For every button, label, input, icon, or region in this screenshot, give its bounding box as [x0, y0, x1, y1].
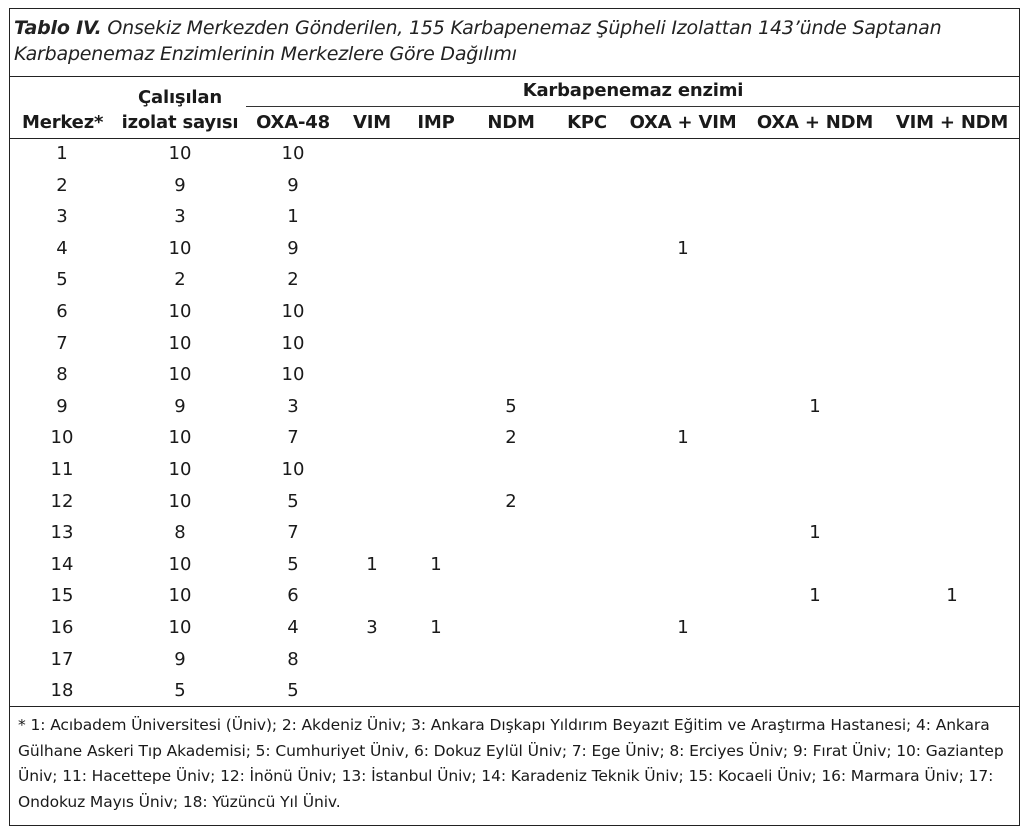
table-cell: 8	[287, 648, 299, 670]
table-cell: 10	[281, 332, 305, 354]
table-caption	[14, 15, 1004, 67]
table-cell: 14	[50, 553, 74, 575]
table-cell: 1	[56, 143, 68, 164]
table-cell: 4	[56, 237, 68, 259]
header-enzyme-oxa-ndm: OXA + NDM	[756, 112, 874, 133]
header-calisilan-line1: Çalışılan	[138, 87, 222, 108]
table-cell: 9	[174, 174, 186, 196]
table-cell: 3	[56, 206, 68, 228]
table-cell: 7	[287, 522, 299, 544]
table-cell: 10	[168, 585, 192, 607]
table-cell: 5	[505, 395, 517, 417]
header-enzyme-vim: VIM	[353, 112, 391, 133]
header-divider	[10, 138, 1019, 139]
table-cell: 18	[50, 680, 74, 702]
table-title: Onsekiz Merkezden Gönderilen, 155 Karbapenemaz Şüpheli Izolattan 143’ünde Saptanan Karbapenemaz Enzimlerinin Merkezlere Göre Dağılımı	[14, 17, 942, 65]
footer-divider	[10, 706, 1019, 707]
table-cell: 1	[677, 237, 689, 259]
table-cell: 2	[174, 269, 186, 291]
table-cell: 1	[809, 395, 821, 417]
table-cell: 10	[168, 332, 192, 354]
table-cell: 6	[287, 585, 299, 607]
header-calisilan-line2: izolat sayısı	[121, 112, 239, 133]
table-cell: 10	[168, 143, 192, 164]
table-cell: 1	[430, 553, 442, 575]
table-cell: 1	[287, 206, 299, 228]
table-cell: 5	[56, 269, 68, 291]
table-cell: 7	[56, 332, 68, 354]
table-cell: 10	[168, 553, 192, 575]
caption-divider	[10, 76, 1019, 77]
table-cell: 1	[677, 427, 689, 449]
table-cell: 10	[281, 364, 305, 386]
table-cell: 7	[287, 427, 299, 449]
table-cell: 3	[174, 206, 186, 228]
header-enzyme-oxa-vim: OXA + VIM	[629, 112, 737, 133]
header-karbapenemaz-group: Karbapenemaz enzimi	[522, 80, 744, 101]
table-cell: 10	[50, 427, 74, 449]
table-cell: 5	[287, 553, 299, 575]
table-cell: 10	[168, 617, 192, 638]
table-cell: 16	[50, 617, 74, 638]
table-cell: 11	[50, 459, 74, 480]
table-cell: 12	[50, 490, 74, 512]
table-cell: 5	[287, 490, 299, 512]
table-cell: 1	[430, 617, 442, 638]
table-cell: 5	[287, 680, 299, 702]
table-footnote: * 1: Acıbadem Üniversitesi (Üniv); 2: Akdeniz Üniv; 3: Ankara Dışkapı Yıldırım Beyazıt Eğitim ve Araştırma Hastanesi; 4: Ankara Gülhane Askeri Tıp Akademisi; 5: Cumhuriyet Üniv, 6: Dokuz Eylül Üniv; 7: Ege Üniv; 8: Erciyes Üniv; 9: Fırat Üniv; 10: Gaziantep Üniv; 11: Hacettepe Üniv; 12: İnönü Üniv; 13: İstanbul Üniv; 14: Karadeniz Teknik Üniv; 15: Kocaeli Üniv; 16: Marmara Üniv; 17: Ondokuz Mayıs Üniv; 18: Yüzüncü Yıl Üniv.	[18, 716, 1004, 811]
table-cell: 10	[168, 301, 192, 322]
table-cell: 2	[505, 427, 517, 449]
header-enzyme-ndm: NDM	[487, 112, 535, 133]
table-cell: 9	[287, 237, 299, 259]
table-cell: 10	[281, 143, 305, 164]
table-cell: 1	[946, 585, 958, 607]
table-cell: 9	[56, 395, 68, 417]
table-cell: 10	[168, 237, 192, 259]
table-cell: 3	[366, 617, 378, 638]
table-cell: 9	[287, 174, 299, 196]
table-cell: 15	[50, 585, 74, 607]
table-cell: 10	[168, 459, 192, 480]
table-cell: 2	[287, 269, 299, 291]
group-header-divider	[246, 106, 1019, 107]
header-merkez: Merkez*	[22, 112, 104, 133]
table-cell: 1	[809, 585, 821, 607]
table-cell: 13	[50, 522, 74, 544]
table-cell: 10	[281, 301, 305, 322]
header-enzyme-oxa-48: OXA-48	[256, 112, 330, 133]
table-cell: 6	[56, 301, 68, 322]
table-cell: 9	[174, 648, 186, 670]
table-cell: 17	[50, 648, 74, 670]
header-enzyme-kpc: KPC	[567, 112, 607, 133]
table-cell: 2	[505, 490, 517, 512]
table-cell: 2	[56, 174, 68, 196]
table-cell: 10	[168, 427, 192, 449]
table-cell: 10	[281, 459, 305, 480]
table-cell: 8	[174, 522, 186, 544]
table-cell: 10	[168, 490, 192, 512]
table-cell: 1	[366, 553, 378, 575]
table-cell: 3	[287, 395, 299, 417]
table-cell: 4	[287, 617, 299, 638]
table-cell: 1	[809, 522, 821, 544]
table-cell: 10	[168, 364, 192, 386]
table-cell: 8	[56, 364, 68, 386]
header-enzyme-imp: IMP	[417, 112, 455, 133]
table-cell: 5	[174, 680, 186, 702]
table-cell: 9	[174, 395, 186, 417]
header-enzyme-vim-ndm: VIM + NDM	[895, 112, 1009, 133]
table-label: Tablo IV.	[14, 17, 102, 39]
table-cell: 1	[677, 617, 689, 638]
